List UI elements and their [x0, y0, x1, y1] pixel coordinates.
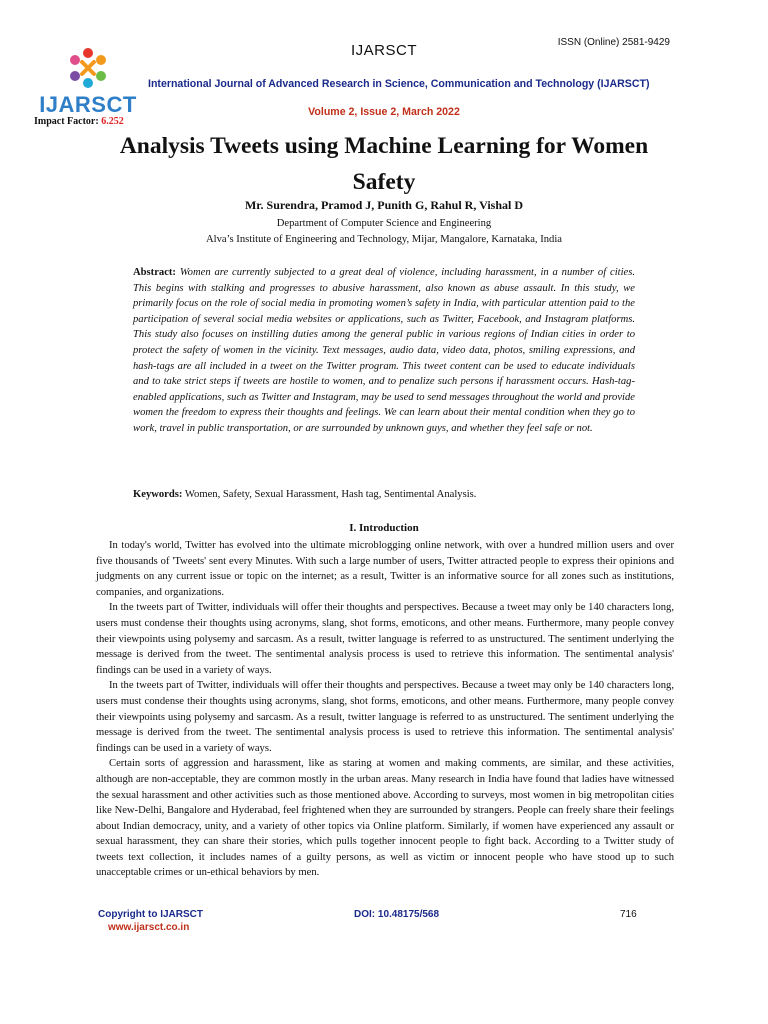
paragraph: Certain sorts of aggression and harassment, like as staring at women and making comments, are similar, and these activities, although are non-acceptable, they are common mostly in the urban areas. Many research in India have found that ladies have witnessed the sexual harassment and other activities such as those mentioned above. According to surveys, most women in big metropolitan cities like New-Delhi, Bangalore and Hyderabad, feel frightened when they are surrounded by strangers. People can freely share their feelings about Indian democracy, unity, and a variety of other topics via Online platform. Similarly, if women have experienced any assault or sexual harassment, they can share their stories, which pulls together innocent people to fight back. According to a Twitter study of tweets text collection, it includes names of a guilty persons, as well as victim or innocent people who have stood up to such unacceptable crimes or un-ethical behaviors by men. [96, 758, 674, 879]
institute: Alva’s Institute of Engineering and Technology, Mijar, Mangalore, Karnataka, India [206, 234, 562, 245]
page-number: 716 [620, 909, 637, 920]
impact-factor-value: 6.252 [101, 116, 124, 127]
impact-factor-label: Impact Factor: [34, 116, 99, 127]
copyright: Copyright to IJARSCT [98, 909, 203, 920]
keywords-label: Keywords: [133, 489, 183, 500]
website-link[interactable]: www.ijarsct.co.in [108, 922, 190, 933]
keywords-text: Women, Safety, Sexual Harassment, Hash tag, Sentimental Analysis. [184, 489, 477, 500]
keywords [133, 489, 635, 500]
logo-wordmark: IJARSCT [39, 92, 137, 117]
logo-petal-cyan [83, 78, 93, 88]
logo-petal-purple [70, 71, 80, 81]
section-heading: I. Introduction [349, 522, 419, 534]
logo-petal-green [96, 71, 106, 81]
journal-full-name: International Journal of Advanced Research in Science, Communication and Technology (IJARSCT) [148, 78, 650, 90]
volume-issue: Volume 2, Issue 2, March 2022 [308, 106, 460, 118]
introduction-body [96, 538, 674, 881]
doi: DOI: 10.48175/568 [354, 909, 440, 920]
authors: Mr. Surendra, Pramod J, Punith G, Rahul R, Vishal D [244, 198, 524, 212]
paragraph: In the tweets part of Twitter, individuals will offer their thoughts and perspectives. Because a tweet may only be 140 characters long, users must condense their thoughts using acronyms, slang, shot forms, emoticons, and other means. Furthermore, many people convey their viewpoints using polysemy and sarcasm. As a result, twitter language is referred to as unstructured. The sentiment underlying the message is derived from the tweet. The sentimental analysis process is used to retrieve this information. The sentimental analysis' findings can be used in a variety of ways. [96, 680, 674, 754]
paper-title: Analysis Tweets using Machine Learning for Women Safety [119, 133, 649, 195]
abstract [133, 265, 635, 437]
journal-short-name: IJARSCT [350, 42, 417, 59]
abstract-label: Abstract: [133, 267, 176, 278]
paragraph: In the tweets part of Twitter, individuals will offer their thoughts and perspectives. Because a tweet may only be 140 characters long, users must condense their thoughts using acronyms, slang, shot forms, emoticons, and other means. Furthermore, many people convey their viewpoints using polysemy and sarcasm. As a result, twitter language is referred to as unstructured. The sentiment underlying the message is derived from the tweet. The sentimental analysis process is used to retrieve this information. The sentimental analysis' findings can be used in a variety of ways. [96, 602, 674, 676]
paragraph: In today's world, Twitter has evolved into the ultimate microblogging online network, with over a hundred million users and over five thousands of 'Tweets' sent every Minutes. With such a large number of users, Twitter attracted people to express their opinions and judgments on any current issue or topic on the internet; as a result, Twitter is an informative source for all zones such as institutions, companies, and organizations. [96, 540, 674, 598]
abstract-text: Women are currently subjected to a great deal of violence, including harassment, in a number of cities. This begins with stalking and progresses to abusive harassment, also known as abuse assault. In this study, we primarily focus on the role of social media in promoting women’s safety in India, with particular attention paid to the participation of several social media websites or applications, such as Twitter, Facebook, and Instagram platforms. This study also focuses on instilling duties among the general public in various regions of Indian cities in order to protect the safety of women in the vicinity. Text messages, audio data, video data, photos, smiling expressions, and hash-tags are all included in a tweet on the Twitter program. This tweet content can be used to educate individuals and to take strict steps if tweets are hostile to women, and to penalize such persons if harassment occurs. Hash-tag-enabled applications, such as Twitter and Instagram, may be used to send messages throughout the world and provide women the freedom to express their thoughts and feelings. We can learn about their mental condition when they go to work, travel in public transportation, or are surrounded by unknown guys, and whether they feel safe or not. [133, 267, 635, 434]
department: Department of Computer Science and Engineering [276, 218, 492, 229]
issn: ISSN (Online) 2581-9429 [557, 37, 670, 48]
